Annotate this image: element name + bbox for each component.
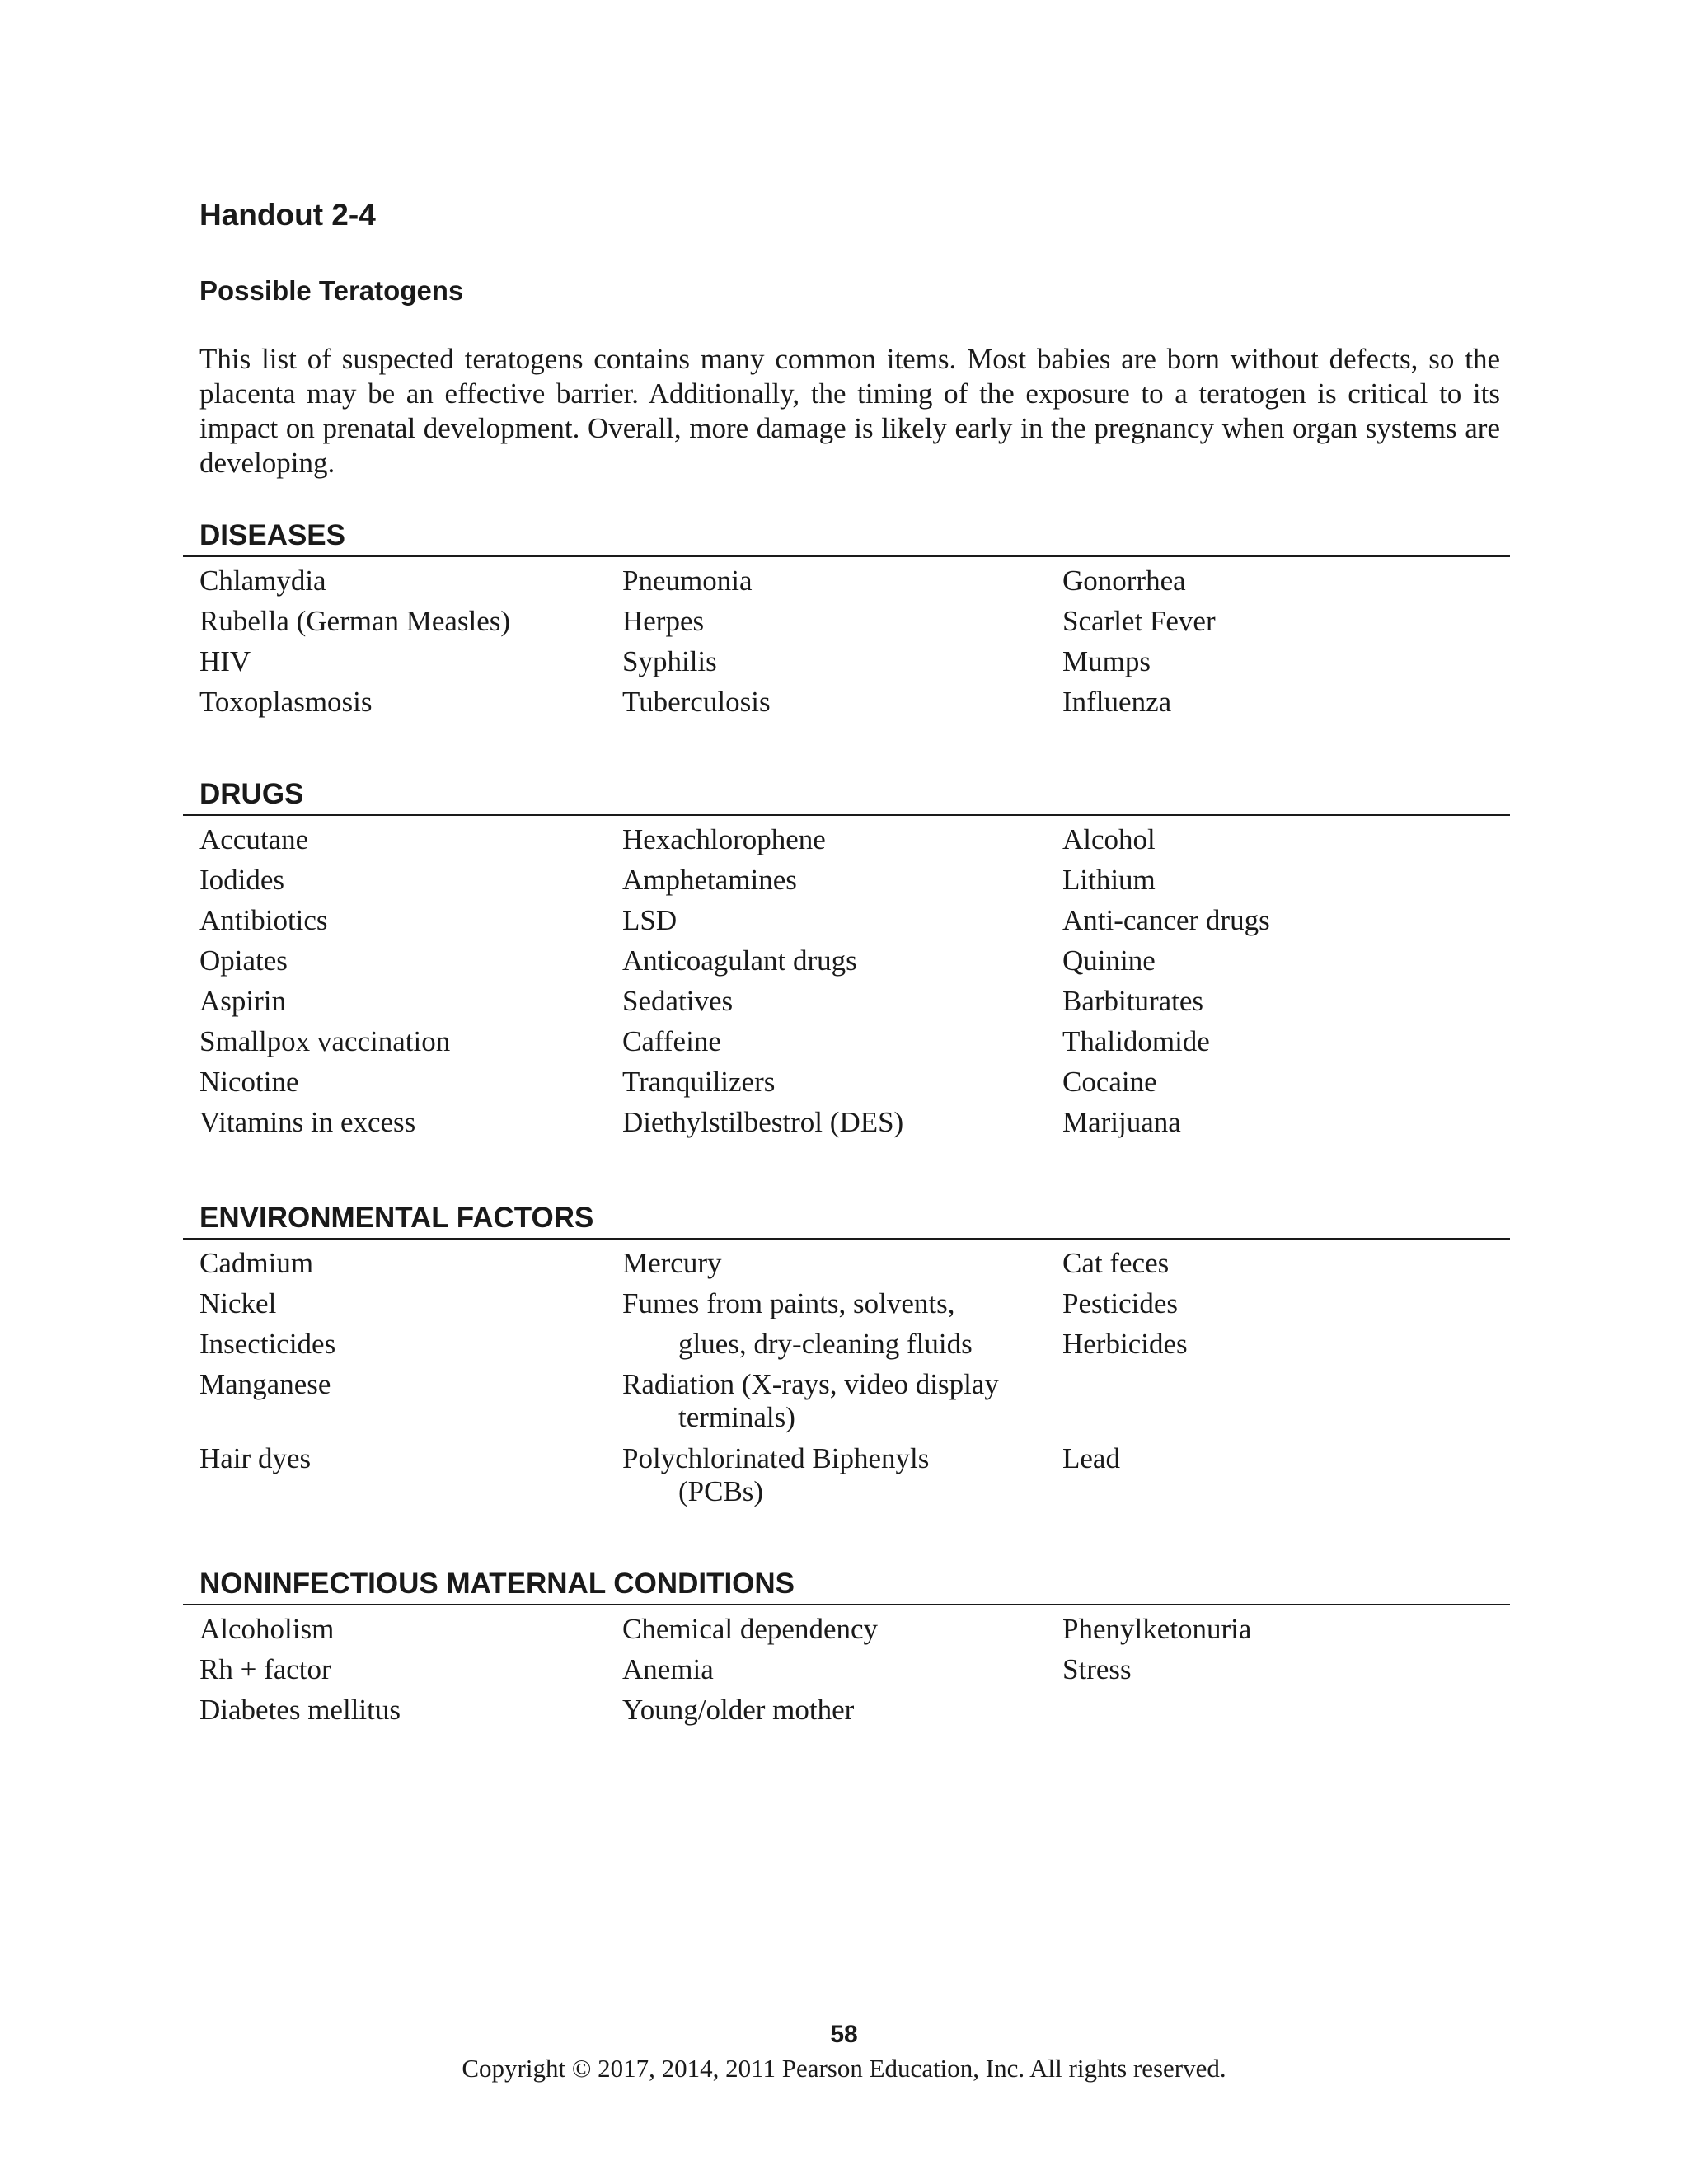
list-item: Opiates: [199, 944, 288, 977]
table-row: [183, 641, 1510, 682]
table-row: [183, 1438, 1510, 1512]
section-heading: NONINFECTIOUS MATERNAL CONDITIONS: [183, 1564, 1510, 1605]
table-row: [183, 1649, 1510, 1690]
list-item: Herpes: [622, 605, 705, 637]
list-item: Rubella (German Measles): [199, 605, 511, 637]
list-item-text: Manganese: [199, 1368, 331, 1400]
list-item: Lithium: [1062, 864, 1156, 896]
list-item: Nickel: [199, 1287, 277, 1319]
list-item: Anemia: [622, 1653, 714, 1685]
list-item-text: Radiation (X-rays, video display: [622, 1368, 999, 1400]
list-item-text: Hair dyes: [199, 1442, 312, 1474]
list-item: Mercury: [622, 1247, 722, 1279]
table-row: [183, 940, 1510, 981]
page-title: Handout 2-4: [199, 198, 376, 232]
section-diseases: [183, 516, 1510, 722]
list-item: Smallpox vaccination: [199, 1025, 451, 1057]
list-item: Rh + factor: [199, 1653, 331, 1685]
section-heading: DISEASES: [183, 516, 1510, 557]
list-item: Antibiotics: [199, 904, 328, 936]
item-table: [183, 1605, 1510, 1730]
intro-paragraph: This list of suspected teratogens contains many common items. Most babies are born without defects, so the placenta may be an effective barrier. Additionally, the timing of the exposure to a teratogen is critical to its impact on prenatal development. Overall, more damage is likely early in the pregnancy when organ systems are developing.: [199, 343, 1500, 479]
list-item: Tranquilizers: [622, 1066, 776, 1098]
item-table: [183, 1240, 1510, 1512]
item-table: [183, 557, 1510, 722]
list-item: [1062, 1368, 1510, 1434]
section-drugs: [183, 775, 1510, 1142]
list-item: Nicotine: [199, 1066, 299, 1098]
list-item: [1062, 1690, 1510, 1730]
list-item: Anti-cancer drugs: [1062, 904, 1270, 936]
list-item: [622, 1368, 1062, 1434]
list-item: Cat feces: [1062, 1247, 1170, 1279]
list-item: Phenylketonuria: [1062, 1613, 1252, 1645]
list-item: Quinine: [1062, 944, 1156, 977]
section-maternal-conditions: [183, 1564, 1510, 1730]
table-row: [183, 1243, 1510, 1283]
table-row: [183, 981, 1510, 1021]
table-row: [183, 860, 1510, 900]
list-item: Toxoplasmosis: [199, 686, 373, 718]
page-number: 58: [830, 2021, 858, 2048]
list-item: Cocaine: [1062, 1066, 1157, 1098]
list-item: Pesticides: [1062, 1287, 1178, 1319]
list-item: Cadmium: [199, 1247, 314, 1279]
section-heading: ENVIRONMENTAL FACTORS: [183, 1198, 1510, 1240]
list-item: Anticoagulant drugs: [622, 944, 857, 977]
list-item: Herbicides: [1062, 1328, 1188, 1360]
list-item: Tuberculosis: [622, 686, 771, 718]
list-item: Sedatives: [622, 985, 734, 1017]
list-item: Amphetamines: [622, 864, 797, 896]
table-row: [183, 1364, 1510, 1438]
list-item: Insecticides: [199, 1328, 336, 1360]
copyright-notice: Copyright © 2017, 2014, 2011 Pearson Education, Inc. All rights reserved.: [462, 2054, 1226, 2083]
list-item: HIV: [199, 645, 251, 677]
table-row: [183, 1021, 1510, 1062]
table-row: [183, 1283, 1510, 1324]
list-item-text: Lead: [1062, 1442, 1120, 1474]
list-item: [1062, 1442, 1510, 1508]
table-row: [183, 601, 1510, 641]
list-item: Diabetes mellitus: [199, 1694, 401, 1726]
list-item-text: Polychlorinated Biphenyls: [622, 1442, 930, 1474]
list-item: Alcohol: [1062, 823, 1156, 855]
list-item: Pneumonia: [622, 565, 753, 597]
list-item: Aspirin: [199, 985, 286, 1017]
list-item: [183, 1368, 622, 1434]
list-item: Gonorrhea: [1062, 565, 1186, 597]
list-item: Stress: [1062, 1653, 1132, 1685]
list-item: LSD: [622, 904, 678, 936]
list-item: Young/older mother: [622, 1694, 855, 1726]
section-heading: DRUGS: [183, 775, 1510, 816]
list-item: Marijuana: [1062, 1106, 1181, 1138]
list-item: Syphilis: [622, 645, 717, 677]
list-item-continuation: [622, 1324, 1062, 1364]
continuation-text: glues, dry-cleaning fluids: [678, 1328, 973, 1360]
table-row: [183, 1324, 1510, 1364]
list-item: Influenza: [1062, 686, 1172, 718]
list-item: Iodides: [199, 864, 285, 896]
list-item: Thalidomide: [1062, 1025, 1210, 1057]
list-item: Vitamins in excess: [199, 1106, 416, 1138]
list-item: [622, 1442, 1062, 1508]
table-row: [183, 1102, 1510, 1142]
table-row: [183, 560, 1510, 601]
list-item: Accutane: [199, 823, 309, 855]
item-table: [183, 816, 1510, 1142]
table-row: [183, 819, 1510, 860]
table-row: [183, 1690, 1510, 1730]
list-item: [183, 1442, 622, 1508]
list-item: Mumps: [1062, 645, 1151, 677]
list-item: Caffeine: [622, 1025, 721, 1057]
list-item: Fumes from paints, solvents,: [622, 1287, 955, 1319]
table-row: [183, 1609, 1510, 1649]
section-environmental-factors: [183, 1198, 1510, 1512]
table-row: [183, 682, 1510, 722]
list-item: Chlamydia: [199, 565, 326, 597]
table-row: [183, 1062, 1510, 1102]
list-item: Chemical dependency: [622, 1613, 879, 1645]
page-subtitle: Possible Teratogens: [199, 275, 464, 306]
continuation-text: (PCBs): [678, 1475, 764, 1507]
list-item: Hexachlorophene: [622, 823, 826, 855]
continuation-text: terminals): [678, 1401, 795, 1433]
list-item: Scarlet Fever: [1062, 605, 1216, 637]
list-item: Alcoholism: [199, 1613, 335, 1645]
list-item: Diethylstilbestrol (DES): [622, 1106, 904, 1138]
table-row: [183, 900, 1510, 940]
list-item: Barbiturates: [1062, 985, 1204, 1017]
